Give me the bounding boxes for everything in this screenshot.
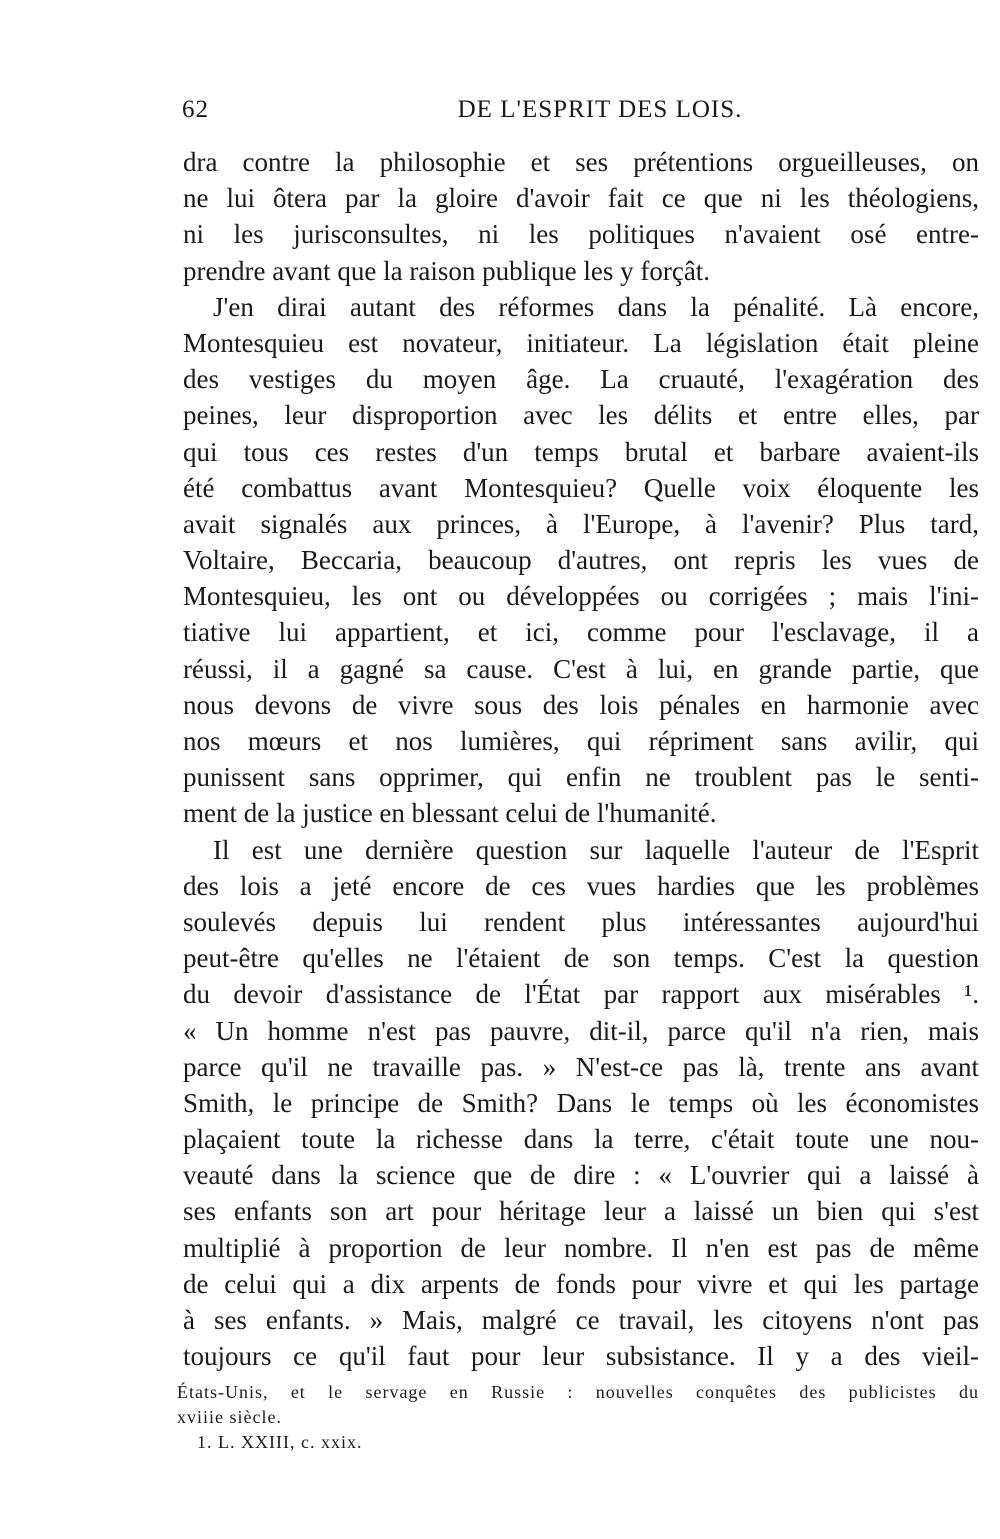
text-line: ne lui ôtera par la gloire d'avoir fait ce que ni les théologiens, xyxy=(183,183,979,214)
text-line: réussi, il a gagné sa cause. C'est à lui, en grande partie, que xyxy=(183,653,979,684)
text-line: punissent sans opprimer, qui enfin ne troublent pas le senti- xyxy=(183,762,979,793)
text-line: prendre avant que la raison publique les y forçât. xyxy=(183,255,711,286)
text-line: ni les jurisconsultes, ni les politiques n'avaient osé entre- xyxy=(183,219,979,250)
text-line: nous devons de vivre sous des lois pénales en harmonie avec xyxy=(183,689,979,720)
text-line: parce qu'il ne travaille pas. » N'est-ce pas là, trente ans avant xyxy=(183,1051,979,1082)
footnote-line: xviiie siècle. xyxy=(177,1407,282,1427)
footnote-line: 1. L. XXIII, c. xxix. xyxy=(197,1432,363,1452)
text-line: soulevés depuis lui rendent plus intéressantes aujourd'hui xyxy=(183,906,979,937)
footnotes xyxy=(177,1380,979,1455)
text-line: Voltaire, Beccaria, beaucoup d'autres, ont repris les vues de xyxy=(183,545,979,576)
text-line: avait signalés aux princes, à l'Europe, à l'avenir? Plus tard, xyxy=(183,508,979,539)
footnote-line: États-Unis, et le servage en Russie : nouvelles conquêtes des publicistes du xyxy=(177,1382,979,1402)
text-line: du devoir d'assistance de l'État par rapport aux misérables ¹. xyxy=(183,979,979,1010)
text-line: dra contre la philosophie et ses prétentions orgueilleuses, on xyxy=(183,147,979,177)
running-head xyxy=(182,96,978,130)
text-line: peines, leur disproportion avec les délits et entre elles, par xyxy=(183,400,979,431)
text-line: toujours ce qu'il faut pour leur subsistance. Il y a des vieil- xyxy=(183,1341,979,1372)
text-line: Smith, le principe de Smith? Dans le temps où les économistes xyxy=(183,1087,979,1118)
running-title: DE L'ESPRIT DES LOIS. xyxy=(457,96,743,123)
page-number: 62 xyxy=(182,96,209,123)
text-line: tiative lui appartient, et ici, comme pour l'esclavage, il a xyxy=(183,617,979,648)
text-line: veauté dans la science que de dire : « L'ouvrier qui a laissé à xyxy=(183,1160,979,1191)
text-line: de celui qui a dix arpents de fonds pour vivre et qui les partage xyxy=(183,1268,979,1299)
text-line: des lois a jeté encore de ces vues hardies que les problèmes xyxy=(183,870,979,901)
text-line: à ses enfants. » Mais, malgré ce travail, les citoyens n'ont pas xyxy=(183,1305,979,1335)
text-line: « Un homme n'est pas pauvre, dit-il, parce qu'il n'a rien, mais xyxy=(183,1015,979,1046)
text-line: ment de la justice en blessant celui de l'humanité. xyxy=(183,798,717,829)
text-line: des vestiges du moyen âge. La cruauté, l'exagération des xyxy=(183,364,979,395)
text-line: Il est une dernière question sur laquelle l'auteur de l'Esprit xyxy=(213,834,979,865)
text-line: ses enfants son art pour héritage leur a laissé un bien qui s'est xyxy=(183,1196,979,1227)
text-line: été combattus avant Montesquieu? Quelle voix éloquente les xyxy=(183,472,979,503)
text-line: multiplié à proportion de leur nombre. Il n'en est pas de même xyxy=(183,1232,979,1263)
body-text xyxy=(183,144,979,1374)
text-line: peut-être qu'elles ne l'étaient de son temps. C'est la question xyxy=(183,943,979,974)
text-line: plaçaient toute la richesse dans la terre, c'était toute une nou- xyxy=(183,1124,979,1155)
text-line: Montesquieu est novateur, initiateur. La législation était pleine xyxy=(183,327,979,358)
text-line: qui tous ces restes d'un temps brutal et barbare avaient-ils xyxy=(183,436,979,467)
text-line: Montesquieu, les ont ou développées ou corrigées ; mais l'ini- xyxy=(183,581,979,612)
text-line: nos mœurs et nos lumières, qui répriment sans avilir, qui xyxy=(183,726,979,756)
text-line: J'en dirai autant des réformes dans la pénalité. Là encore, xyxy=(213,291,979,322)
